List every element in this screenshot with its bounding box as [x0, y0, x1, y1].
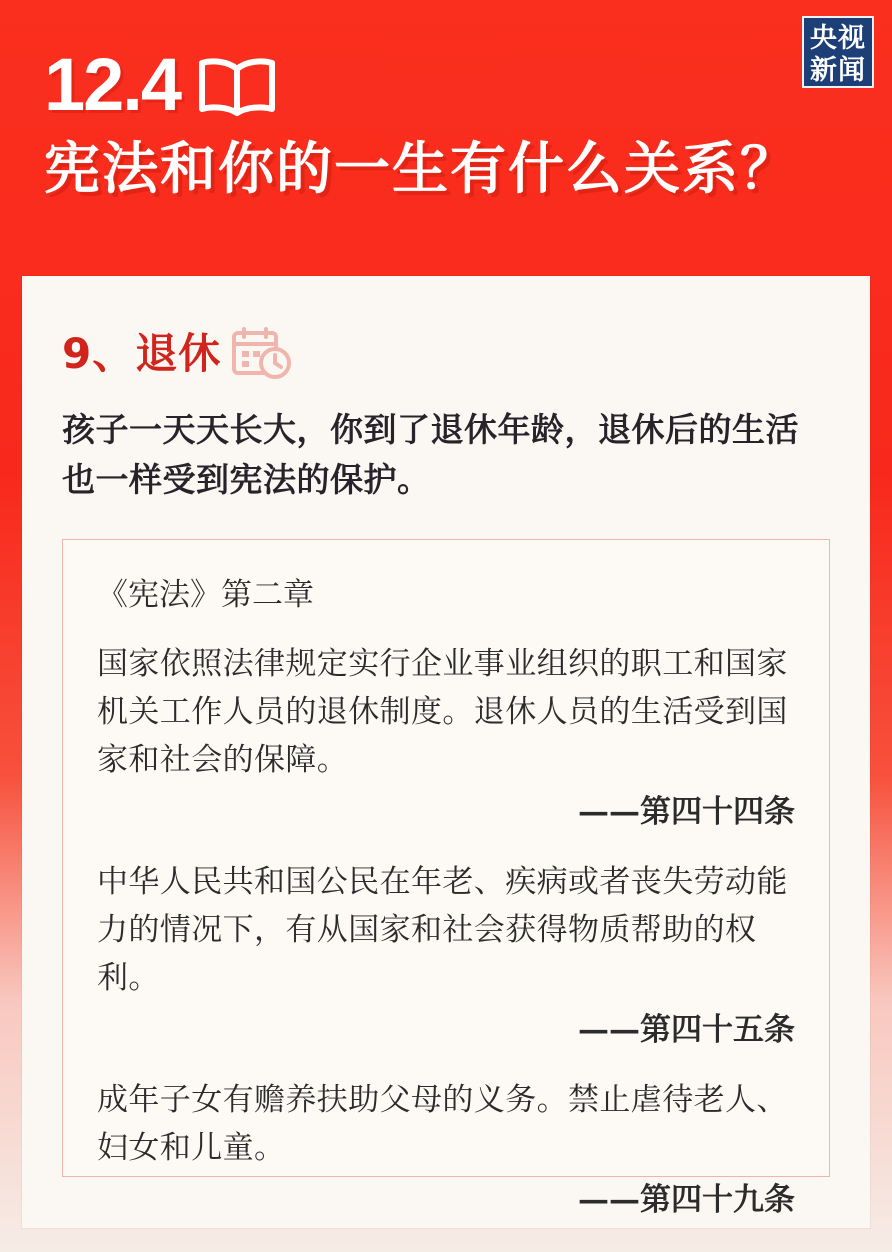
quote-article — [97, 1076, 795, 1222]
date-label: 12.4 — [44, 43, 181, 126]
open-book-icon — [194, 55, 280, 122]
quote-article — [97, 858, 795, 1052]
constitution-quote-box — [62, 539, 830, 1218]
quote-article-text: 国家依照法律规定实行企业事业组织的职工和国家机关工作人员的退休制度。退休人员的生活受到国家和社会的保障。 — [97, 646, 788, 778]
calendar-clock-icon — [231, 326, 293, 385]
quote-article — [97, 640, 795, 834]
quote-article-text: 中华人民共和国公民在年老、疾病或者丧失劳动能力的情况下，有从国家和社会获得物质帮助的权利。 — [97, 864, 788, 996]
poster-header — [0, 0, 892, 268]
cctv-news-logo — [802, 16, 874, 88]
quote-article-ref: ——第四十四条 — [578, 794, 795, 830]
section-heading — [62, 322, 830, 385]
cctv-logo-line1: 央视 — [810, 23, 866, 53]
content-card — [22, 276, 870, 1228]
quote-article-ref: ——第四十五条 — [578, 1012, 795, 1048]
date-row — [44, 0, 848, 126]
section-title: 9、退休 — [62, 328, 222, 378]
quote-source: 《宪法》第二章 — [97, 577, 314, 613]
page-title: 宪法和你的一生有什么关系？ — [44, 137, 798, 202]
cctv-logo-line2: 新闻 — [810, 55, 866, 85]
section-lede: 孩子一天天长大，你到了退休年龄，退休后的生活也一样受到宪法的保护。 — [62, 410, 799, 499]
quote-article-text: 成年子女有赡养扶助父母的义务。禁止虐待老人、妇女和儿童。 — [97, 1082, 788, 1166]
quote-article-ref: ——第四十九条 — [578, 1182, 795, 1218]
